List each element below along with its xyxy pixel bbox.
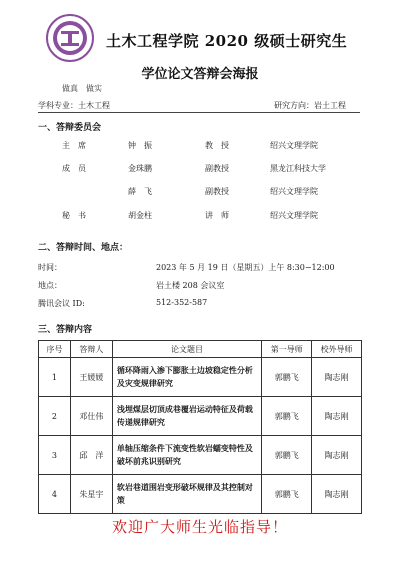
- committee-role: 秘 书: [62, 211, 86, 220]
- committee-name: 金珠鹏: [128, 164, 152, 173]
- student-name: 王媛媛: [70, 358, 112, 397]
- committee-title: 副教授: [205, 164, 229, 173]
- direction-info: [274, 100, 346, 111]
- first-advisor: 郭鹏飞: [262, 436, 312, 475]
- poster-title-line2: 学位论文答辩会海报: [141, 67, 259, 82]
- thesis-topic: 单轴压缩条件下流变性软岩蠕变特性及破坏前兆识别研究: [112, 436, 261, 475]
- contents-heading: 三、答辩内容: [38, 325, 93, 335]
- committee-institution: 黑龙江科技大学: [270, 164, 326, 173]
- thesis-topic: 软岩巷道围岩变形破坏规律及其控制对策: [112, 475, 261, 514]
- committee-row: [0, 140, 400, 156]
- place-value: 岩土楼 208 会议室: [156, 281, 225, 290]
- major-value: 土木工程: [78, 101, 110, 110]
- meeting-id-value: 512-352-587: [156, 298, 208, 307]
- column-header: 校外导师: [312, 341, 362, 358]
- first-advisor: 郭鹏飞: [262, 397, 312, 436]
- student-name: 朱星宇: [70, 475, 112, 514]
- defense-table: [38, 340, 362, 514]
- committee-title: 副教授: [205, 187, 229, 196]
- college-logo: [46, 14, 94, 62]
- divider: [38, 112, 360, 113]
- external-advisor: 陶志刚: [312, 475, 362, 514]
- committee-title: 讲 师: [205, 211, 229, 220]
- committee-row: [0, 186, 400, 202]
- column-header: 论文题目: [112, 341, 261, 358]
- row-number: 2: [39, 397, 71, 436]
- direction-label: 研究方向：: [274, 101, 314, 110]
- committee-name: 胡金柱: [128, 211, 152, 220]
- logo-caption: 做真 做实: [62, 84, 102, 93]
- meeting-id-label: 腾讯会议 ID:: [38, 299, 85, 308]
- table-header-row: [39, 341, 362, 358]
- committee-row: [0, 163, 400, 179]
- table-row: [39, 358, 362, 397]
- committee-institution: 绍兴文理学院: [270, 187, 318, 196]
- committee-institution: 绍兴文理学院: [270, 211, 318, 220]
- schedule-heading: 二、答辩时间、地点：: [38, 243, 129, 253]
- row-number: 4: [39, 475, 71, 514]
- first-advisor: 郭鹏飞: [262, 358, 312, 397]
- table-row: [39, 436, 362, 475]
- table-row: [39, 475, 362, 514]
- committee-name: 钟 振: [128, 141, 152, 150]
- poster-title-line1: 土木工程学院 2020 级硕士研究生: [106, 32, 348, 50]
- major-label: 学科专业：: [38, 101, 78, 110]
- direction-value: 岩土工程: [314, 101, 346, 110]
- time-label: 时间：: [38, 263, 62, 272]
- major-info: [38, 100, 110, 111]
- column-header: 答辩人: [70, 341, 112, 358]
- welcome-message: 欢迎广大师生光临指导！: [111, 518, 288, 536]
- column-header: 序号: [39, 341, 71, 358]
- committee-role: 主 席: [62, 141, 86, 150]
- committee-row: [0, 210, 400, 226]
- committee-heading: 一、答辩委员会: [38, 123, 102, 133]
- student-name: 邱 洋: [70, 436, 112, 475]
- first-advisor: 郭鹏飞: [262, 475, 312, 514]
- committee-name: 薛 飞: [128, 187, 152, 196]
- committee-role: 成 员: [62, 164, 86, 173]
- row-number: 3: [39, 436, 71, 475]
- committee-institution: 绍兴文理学院: [270, 141, 318, 150]
- external-advisor: 陶志刚: [312, 358, 362, 397]
- external-advisor: 陶志刚: [312, 397, 362, 436]
- table-row: [39, 397, 362, 436]
- thesis-topic: 循环降雨入渗下膨胀土边坡稳定性分析及灾变规律研究: [112, 358, 261, 397]
- column-header: 第一导师: [262, 341, 312, 358]
- thesis-topic: 浅埋煤层切顶成巷覆岩运动特征及荷载传递规律研究: [112, 397, 261, 436]
- external-advisor: 陶志刚: [312, 436, 362, 475]
- student-name: 邓仕伟: [70, 397, 112, 436]
- place-label: 地点：: [38, 281, 62, 290]
- time-value: 2023 年 5 月 19 日（星期五）上午 8:30−12:00: [156, 263, 335, 272]
- committee-title: 教 授: [205, 141, 229, 150]
- row-number: 1: [39, 358, 71, 397]
